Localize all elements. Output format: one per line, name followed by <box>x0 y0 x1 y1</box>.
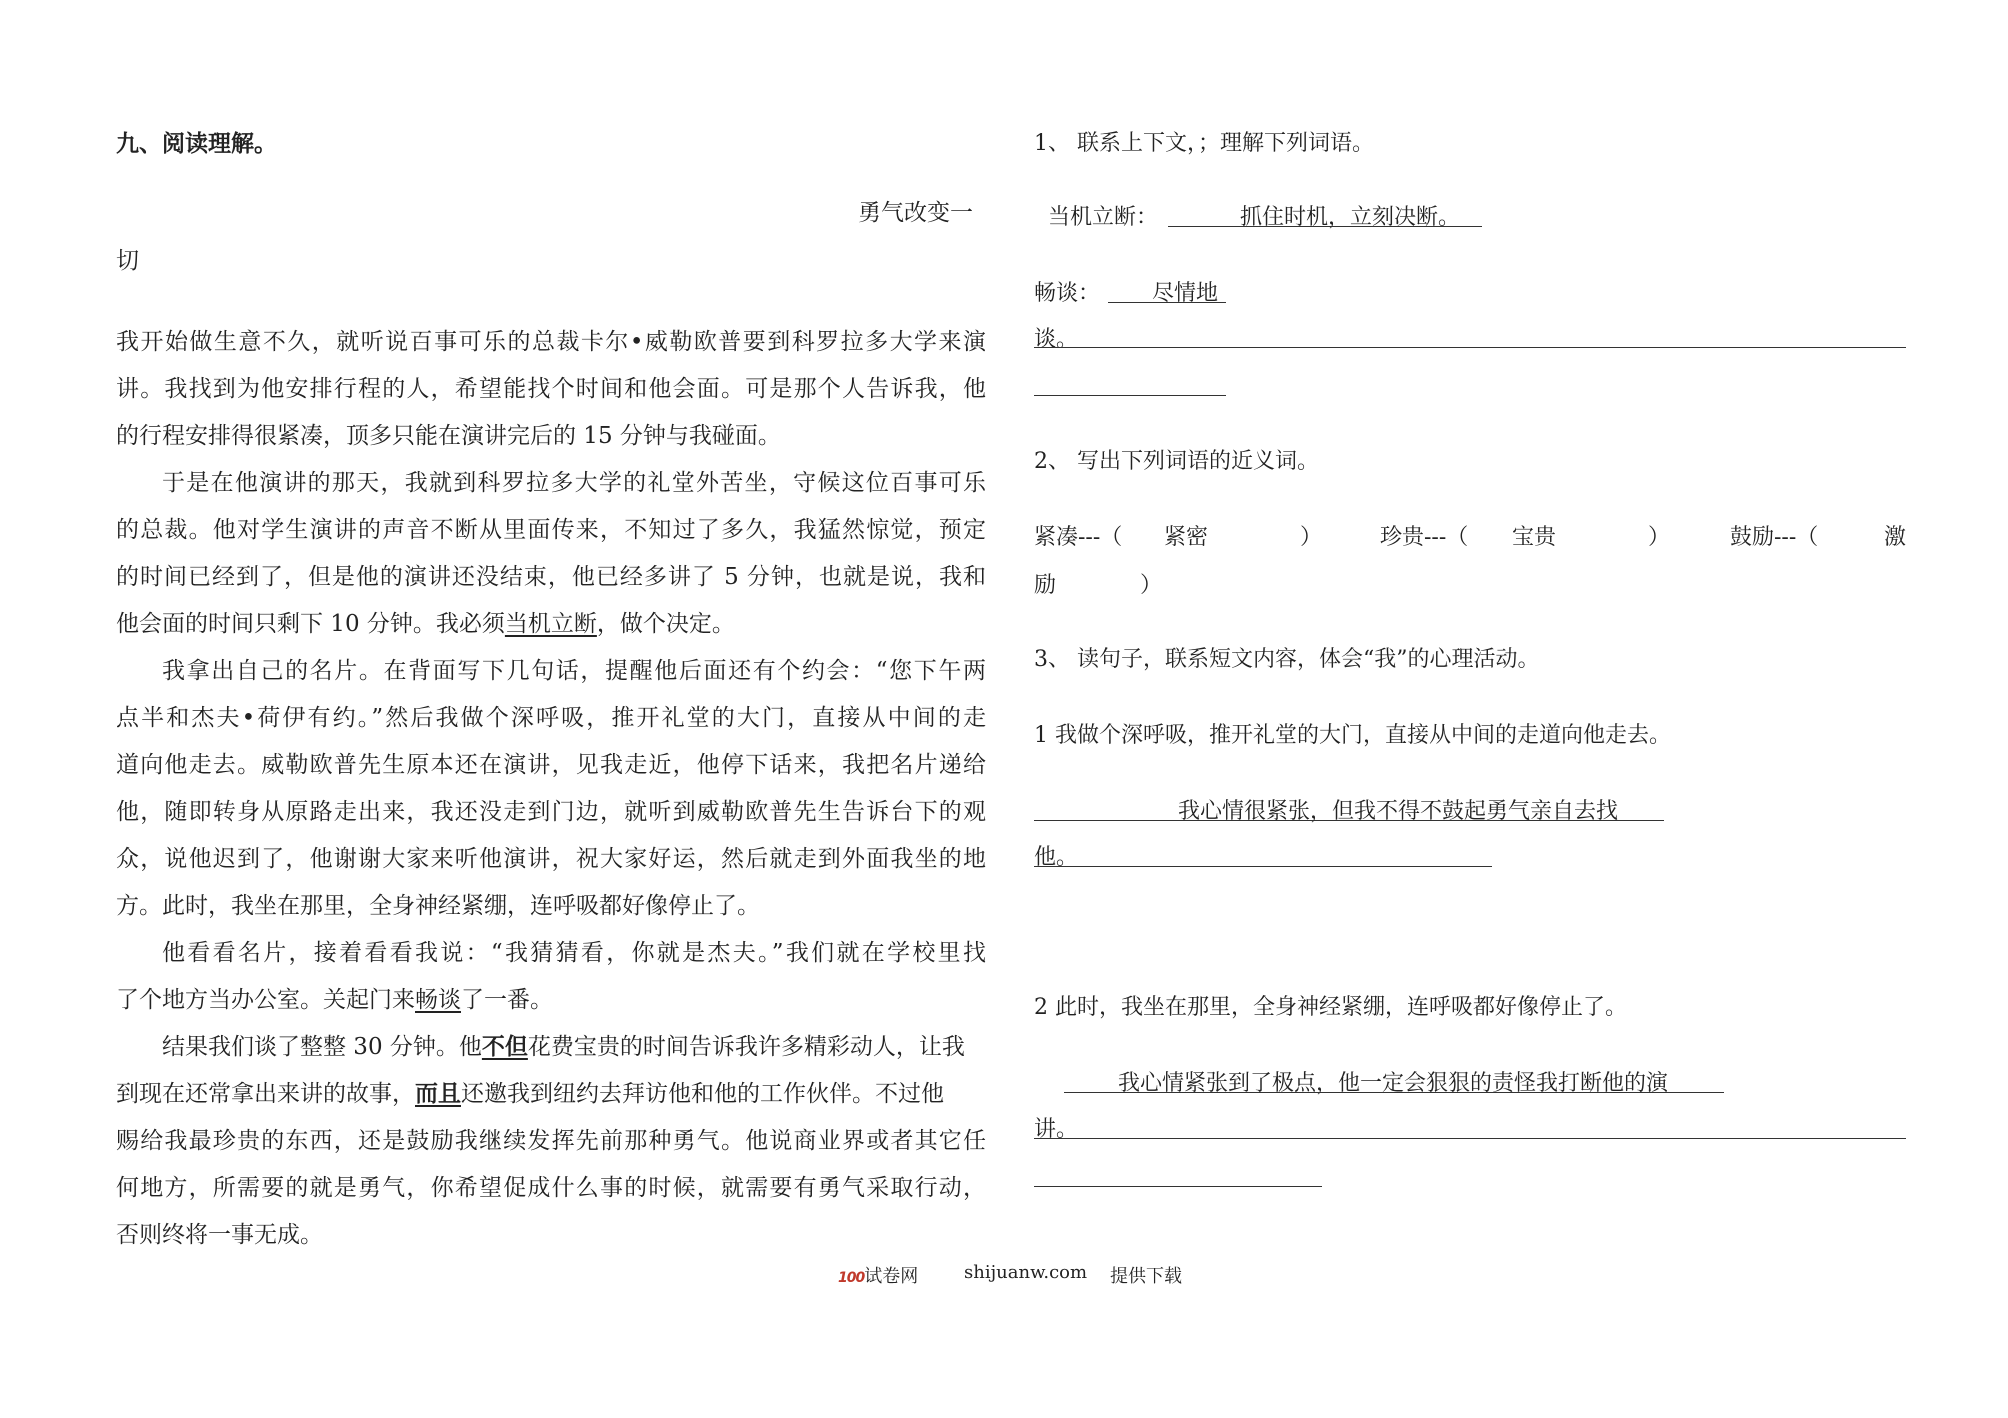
footer <box>838 1262 918 1288</box>
site-logo: 100 <box>838 1270 865 1286</box>
q1b-answer-line <box>1034 347 1906 348</box>
q1a-term: 当机立断： <box>1048 205 1159 230</box>
q3-answer1-cont: 他。 <box>1034 845 1079 870</box>
q3-answer1: 我心情很紧张，但我不得不鼓起勇气亲自去找 <box>1178 799 1619 824</box>
q2-close3: ） <box>1140 573 1163 598</box>
q2-answer3b: 励 <box>1034 573 1057 598</box>
footer-note: 提供下载 <box>1110 1266 1182 1287</box>
passage-line: 我开始做生意不久，就听说百事可乐的总裁卡尔•威勒欧普要到科罗拉多大学来演 <box>116 329 986 355</box>
q3-sentence2: 2 此时，我坐在那里，全身神经紧绷，连呼吸都好像停止了。 <box>1034 995 1627 1020</box>
question-2-label: 2、 写出下列词语的近义词。 <box>1034 449 1319 474</box>
term-budan: 不但 <box>481 1033 528 1060</box>
passage-line: 结果我们谈了整整 30 分钟。他不但花费宝贵的时间告诉我许多精彩动人，让我 <box>162 1033 965 1060</box>
passage-line: 他，随即转身从原路走出来，我还没走到门边，就听到威勒欧普先生告诉台下的观 <box>116 799 986 825</box>
passage-line: 他看看名片，接着看看我说：“我猜猜看，你就是杰夫。”我们就在学校里找 <box>162 940 986 966</box>
passage-line: 的行程安排得很紧凑，顶多只能在演讲完后的 15 分钟与我碰面。 <box>116 423 781 449</box>
passage-title-part1: 勇气改变一 <box>858 200 973 226</box>
term-changtan: 畅谈 <box>415 987 461 1013</box>
site-name: 试卷网 <box>864 1266 919 1287</box>
passage-title-part2: 切 <box>116 248 139 274</box>
passage-line: 讲。我找到为他安排行程的人，希望能找个时间和他会面。可是那个人告诉我，他 <box>116 376 986 402</box>
q3-answer2-line <box>1034 1138 1906 1139</box>
q1b-answer-line <box>1034 395 1226 396</box>
question-3-label: 3、 读句子，联系短文内容，体会“我”的心理活动。 <box>1034 647 1540 672</box>
q3-answer2: 我心情紧张到了极点，他一定会狠狠的责怪我打断他的演 <box>1118 1071 1669 1096</box>
section-heading: 九、阅读理解。 <box>116 130 277 157</box>
q3-answer1-line <box>1034 866 1492 867</box>
q1a-answer-line <box>1168 226 1482 227</box>
passage-line: 了个地方当办公室。关起门来畅谈了一番。 <box>116 987 553 1013</box>
passage-line: 赐给我最珍贵的东西，还是鼓励我继续发挥先前那种勇气。他说商业界或者其它任 <box>116 1128 986 1154</box>
passage-line: 方。此时，我坐在那里，全身神经紧绷，连呼吸都好像停止了。 <box>116 893 760 919</box>
q2-answer3a: 激 <box>1884 525 1907 550</box>
q2-close1: ） <box>1300 525 1323 550</box>
passage-line: 众，说他迟到了，他谢谢大家来听他演讲，祝大家好运，然后就走到外面我坐的地 <box>116 846 986 872</box>
passage-line: 点半和杰夫•荷伊有约。”然后我做个深呼吸，推开礼堂的大门，直接从中间的走 <box>116 705 986 731</box>
question-1-label: 1、 联系上下文，；理解下列词语。 <box>1034 131 1374 156</box>
passage-line: 到现在还常拿出来讲的故事，而且还邀我到纽约去拜访他和他的工作伙伴。不过他 <box>116 1080 944 1107</box>
q1b-term: 畅谈： <box>1034 281 1101 306</box>
q3-answer2-cont: 讲。 <box>1034 1117 1079 1142</box>
q2-item2: 珍贵---（ <box>1380 525 1469 550</box>
passage-line: 他会面的时间只剩下 10 分钟。我必须当机立断，做个决定。 <box>116 611 735 637</box>
footer-domain[interactable]: shijuanw.com <box>964 1262 1088 1283</box>
q1b-answer-cont: 谈。 <box>1034 327 1079 352</box>
q2-answer1: 紧密 <box>1164 525 1209 550</box>
term-dangjilichuan: 当机立断 <box>504 611 597 637</box>
passage-line: 道向他走去。威勒欧普先生原本还在演讲，见我走近，他停下话来，我把名片递给 <box>116 752 986 778</box>
q3-sentence1: 1 我做个深呼吸，推开礼堂的大门，直接从中间的走道向他走去。 <box>1034 723 1671 748</box>
q2-item1: 紧凑---（ <box>1034 525 1123 550</box>
q2-item3: 鼓励---（ <box>1730 525 1819 550</box>
q2-close2: ） <box>1648 525 1671 550</box>
passage-line: 的时间已经到了，但是他的演讲还没结束，他已经多讲了 5 分钟，也就是说，我和 <box>116 564 986 590</box>
q1a-answer: 抓住时机，立刻决断。 <box>1240 205 1461 230</box>
q2-answer2: 宝贵 <box>1512 525 1557 550</box>
q1b-answer-line <box>1108 302 1226 303</box>
q1b-answer: 尽情地 <box>1152 281 1219 306</box>
passage-line: 何地方，所需要的就是勇气，你希望促成什么事的时候，就需要有勇气采取行动， <box>116 1175 986 1201</box>
q3-answer2-line <box>1034 1186 1322 1187</box>
passage-line: 的总裁。他对学生演讲的声音不断从里面传来，不知过了多久，我猛然惊觉，预定 <box>116 517 986 543</box>
q3-answer1-line <box>1034 820 1664 821</box>
term-erqie: 而且 <box>415 1080 461 1107</box>
q3-answer2-line <box>1064 1092 1724 1093</box>
passage-line: 否则终将一事无成。 <box>116 1222 323 1248</box>
passage-line: 于是在他演讲的那天，我就到科罗拉多大学的礼堂外苦坐，守候这位百事可乐 <box>162 470 986 496</box>
passage-line: 我拿出自己的名片。在背面写下几句话，提醒他后面还有个约会：“您下午两 <box>162 658 986 684</box>
